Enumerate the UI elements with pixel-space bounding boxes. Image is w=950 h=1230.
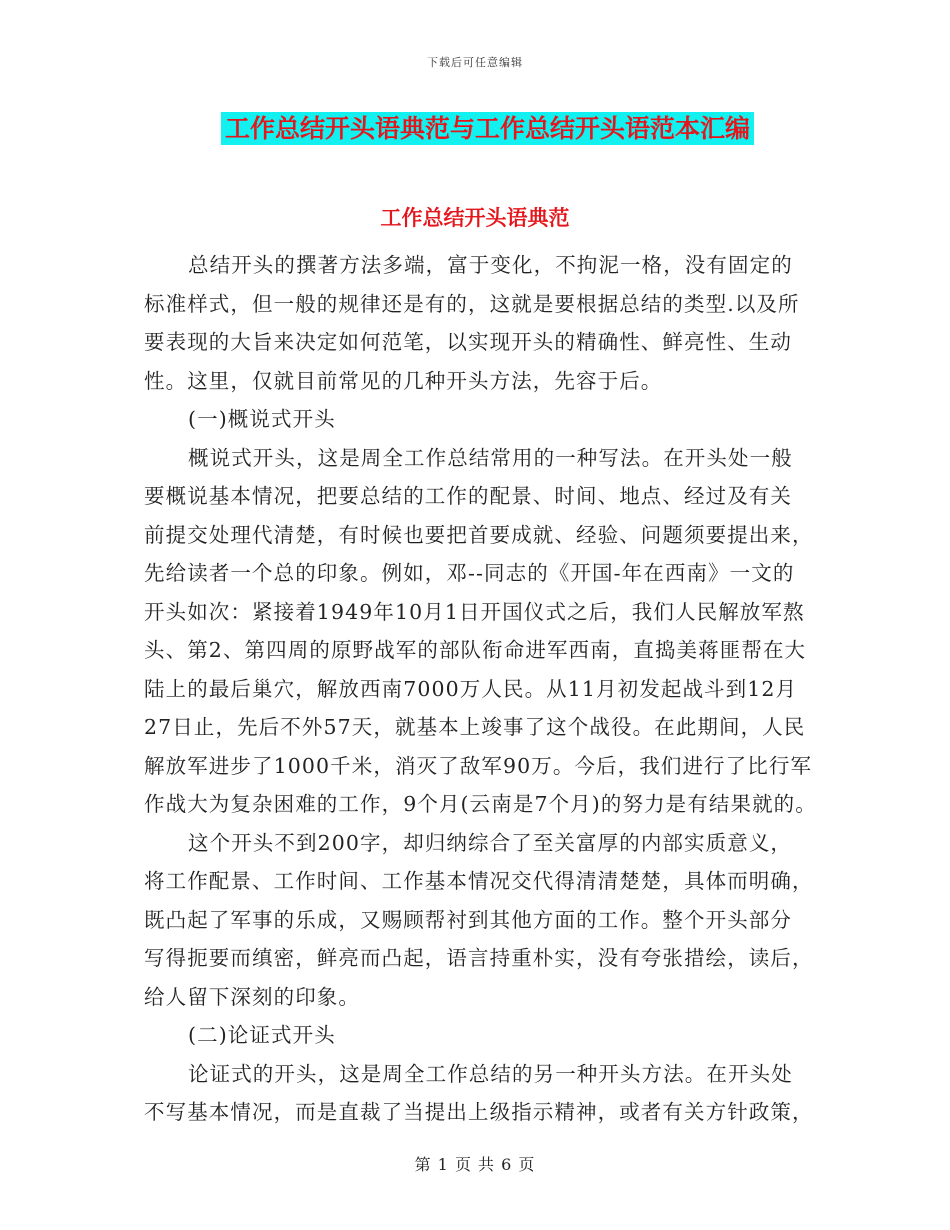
text-line: 性。这里，仅就目前常见的几种开头方法，先容于后。 bbox=[144, 368, 663, 393]
text-line: 论证式的开头，这是周全工作总结的另一种开头方法。在开头处 bbox=[188, 1061, 793, 1086]
text-line: 概说式开头，这是周全工作总结常用的一种写法。在开头处一般 bbox=[188, 445, 793, 470]
text-line: 这个开头不到200字，却归纳综合了至关富厚的内部实质意义， bbox=[188, 830, 793, 855]
text-line: 开头如次：紧接着1949年10月1日开国仪式之后，我们人民解放军熬 bbox=[144, 599, 805, 624]
text-line: 将工作配景、工作时间、工作基本情况交代得清清楚楚，具体而明确， bbox=[144, 869, 814, 893]
text-line: 总结开头的撰著方法多端，富于变化，不拘泥一格，没有固定的 bbox=[188, 253, 793, 277]
text-line: 写得扼要而缜密，鲜亮而凸起，语言持重朴实，没有夸张措绘，读后， bbox=[144, 946, 814, 970]
text-line: 要表现的大旨来决定如何范笔，以实现开头的精确性、鲜亮性、生动 bbox=[144, 330, 792, 354]
text-line: 头、第2、第四周的原野战军的部队衔命进军西南，直捣美蒋匪帮在大 bbox=[144, 638, 807, 662]
text-line: 27日止，先后不外57天，就基本上竣事了这个战役。在此期间，人民 bbox=[144, 715, 806, 739]
document-title: 工作总结开头语典范与工作总结开头语范本汇编 bbox=[221, 112, 754, 145]
text-line: 作战大为复杂困难的工作，9个月(云南是7个月)的努力是有结果就的。 bbox=[144, 792, 817, 816]
text-line: 不写基本情况，而是直裁了当提出上级指示精神，或者有关方针政策， bbox=[144, 1100, 814, 1124]
text-line: (二)论证式开头 bbox=[188, 1023, 336, 1047]
text-line: 陆上的最后巢穴，解放西南7000万人民。从11月初发起战斗到12月 bbox=[144, 676, 798, 701]
text-line: 既凸起了军事的乐成，又赐顾帮衬到其他方面的工作。整个开头部分 bbox=[144, 907, 792, 932]
text-line: 前提交处理代清楚，有时候也要把首要成就、经验、问题须要提出来， bbox=[144, 522, 814, 547]
text-line: 给人留下深刻的印象。 bbox=[144, 984, 360, 1009]
header-note: 下载后可任意编辑 bbox=[427, 56, 523, 69]
section-title: 工作总结开头语典范 bbox=[380, 205, 570, 230]
text-line: 解放军进步了1000千米，消灭了敌军90万。今后，我们进行了比行军 bbox=[144, 753, 813, 778]
text-line: 标准样式，但一般的规律还是有的，这就是要根据总结的类型.以及所 bbox=[144, 291, 800, 316]
text-line: 先给读者一个总的印象。例如，邓--同志的《开国-年在西南》一文的 bbox=[144, 561, 795, 585]
page-footer: 第 1 页 共 6 页 bbox=[414, 1155, 536, 1174]
text-line: 要概说基本情况，把要总结的工作的配景、时间、地点、经过及有关 bbox=[144, 484, 792, 508]
body-text bbox=[144, 246, 824, 1132]
text-line: (一)概说式开头 bbox=[188, 407, 336, 431]
